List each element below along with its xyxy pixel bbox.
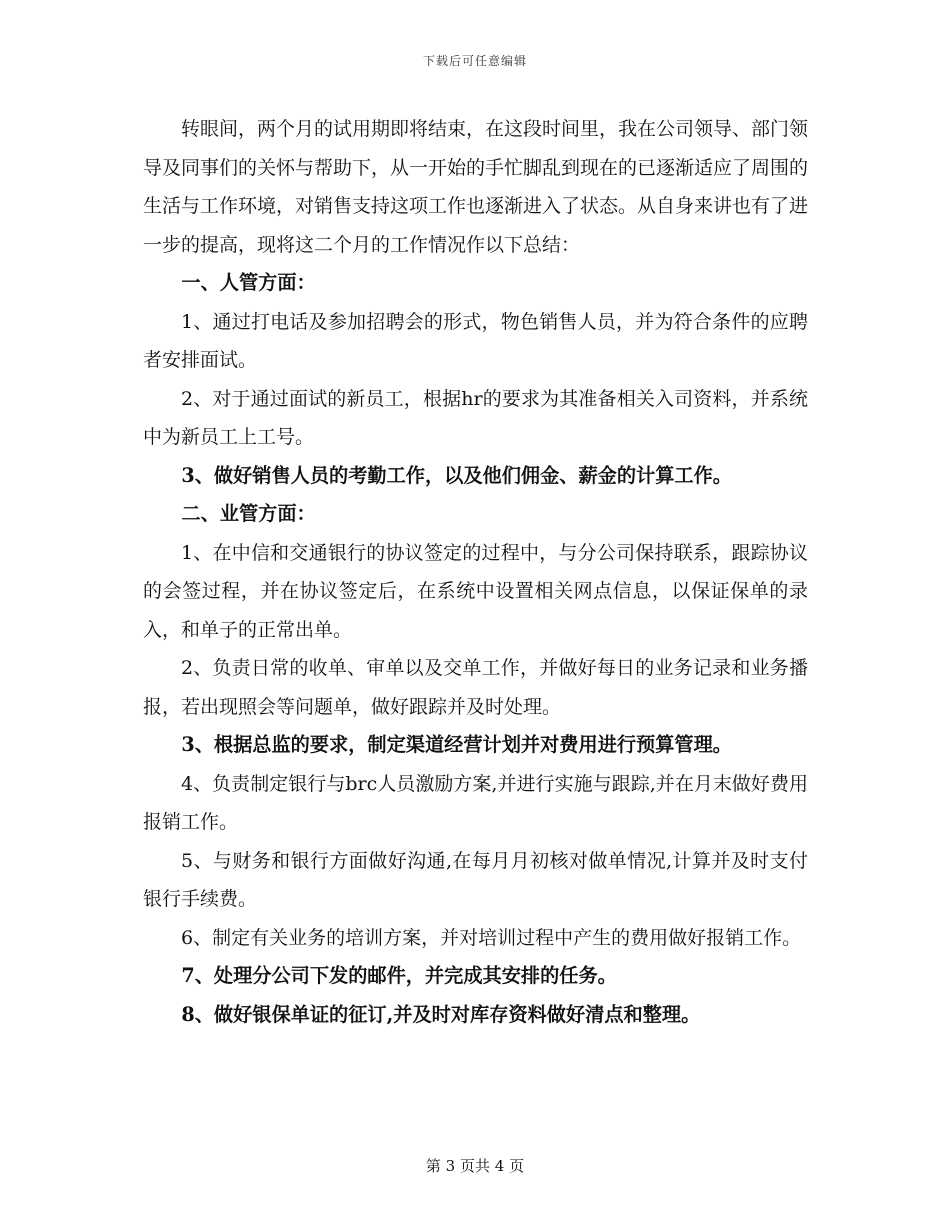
paragraph-business-6: 6、制定有关业务的培训方案，并对培训过程中产生的费用做好报销工作。 — [181, 926, 802, 949]
section-heading-personnel: 一、人管方面： — [181, 271, 316, 294]
paragraph-business-2: 2、负责日常的收单、审单以及交单工作，并做好每日的业务记录和业务播报，若出现照会等问题单，做好跟踪并及时处理。 — [143, 657, 808, 718]
paragraph-business-7: 7、处理分公司下发的邮件，并完成其安排的任务。 — [181, 964, 617, 987]
paragraph-personnel-1: 1、通过打电话及参加招聘会的形式，物色销售人员，并为符合条件的应聘者安排面试。 — [143, 310, 808, 371]
page-number-footer: 第 3 页共 4 页 — [425, 1157, 525, 1175]
document-body — [143, 110, 808, 1034]
paragraph-intro: 转眼间，两个月的试用期即将结束，在这段时间里，我在公司领导、部门领导及同事们的关怀与帮助下，从一开始的手忙脚乱到现在的已逐渐适应了周围的生活与工作环境，对销售支持这项工作也逐渐进入了状态。从自身来讲也有了进一步的提高，现将这二个月的工作情况作以下总结： — [143, 118, 809, 256]
paragraph-personnel-2: 2、对于通过面试的新员工，根据hr的要求为其准备相关入司资料，并系统中为新员工上工号。 — [143, 387, 808, 448]
paragraph-business-3: 3、根据总监的要求，制定渠道经营计划并对费用进行预算管理。 — [181, 733, 732, 756]
paragraph-business-5: 5、与财务和银行方面做好沟通,在每月月初核对做单情况,计算并及时支付银行手续费。 — [143, 849, 808, 910]
page-header: 下载后可任意编辑 — [422, 54, 527, 68]
paragraph-business-8: 8、做好银保单证的征订,并及时对库存资料做好清点和整理。 — [181, 1002, 701, 1026]
section-heading-business: 二、业管方面： — [181, 502, 316, 525]
paragraph-business-4: 4、负责制定银行与brc人员激励方案,并进行实施与跟踪,并在月末做好费用报销工作。 — [143, 772, 808, 833]
paragraph-business-1: 1、在中信和交通银行的协议签定的过程中，与分公司保持联系，跟踪协议的会签过程，并在协议签定后，在系统中设置相关网点信息，以保证保单的录入，和单子的正常出单。 — [143, 541, 808, 641]
paragraph-personnel-3: 3、做好销售人员的考勤工作，以及他们佣金、薪金的计算工作。 — [181, 463, 732, 487]
